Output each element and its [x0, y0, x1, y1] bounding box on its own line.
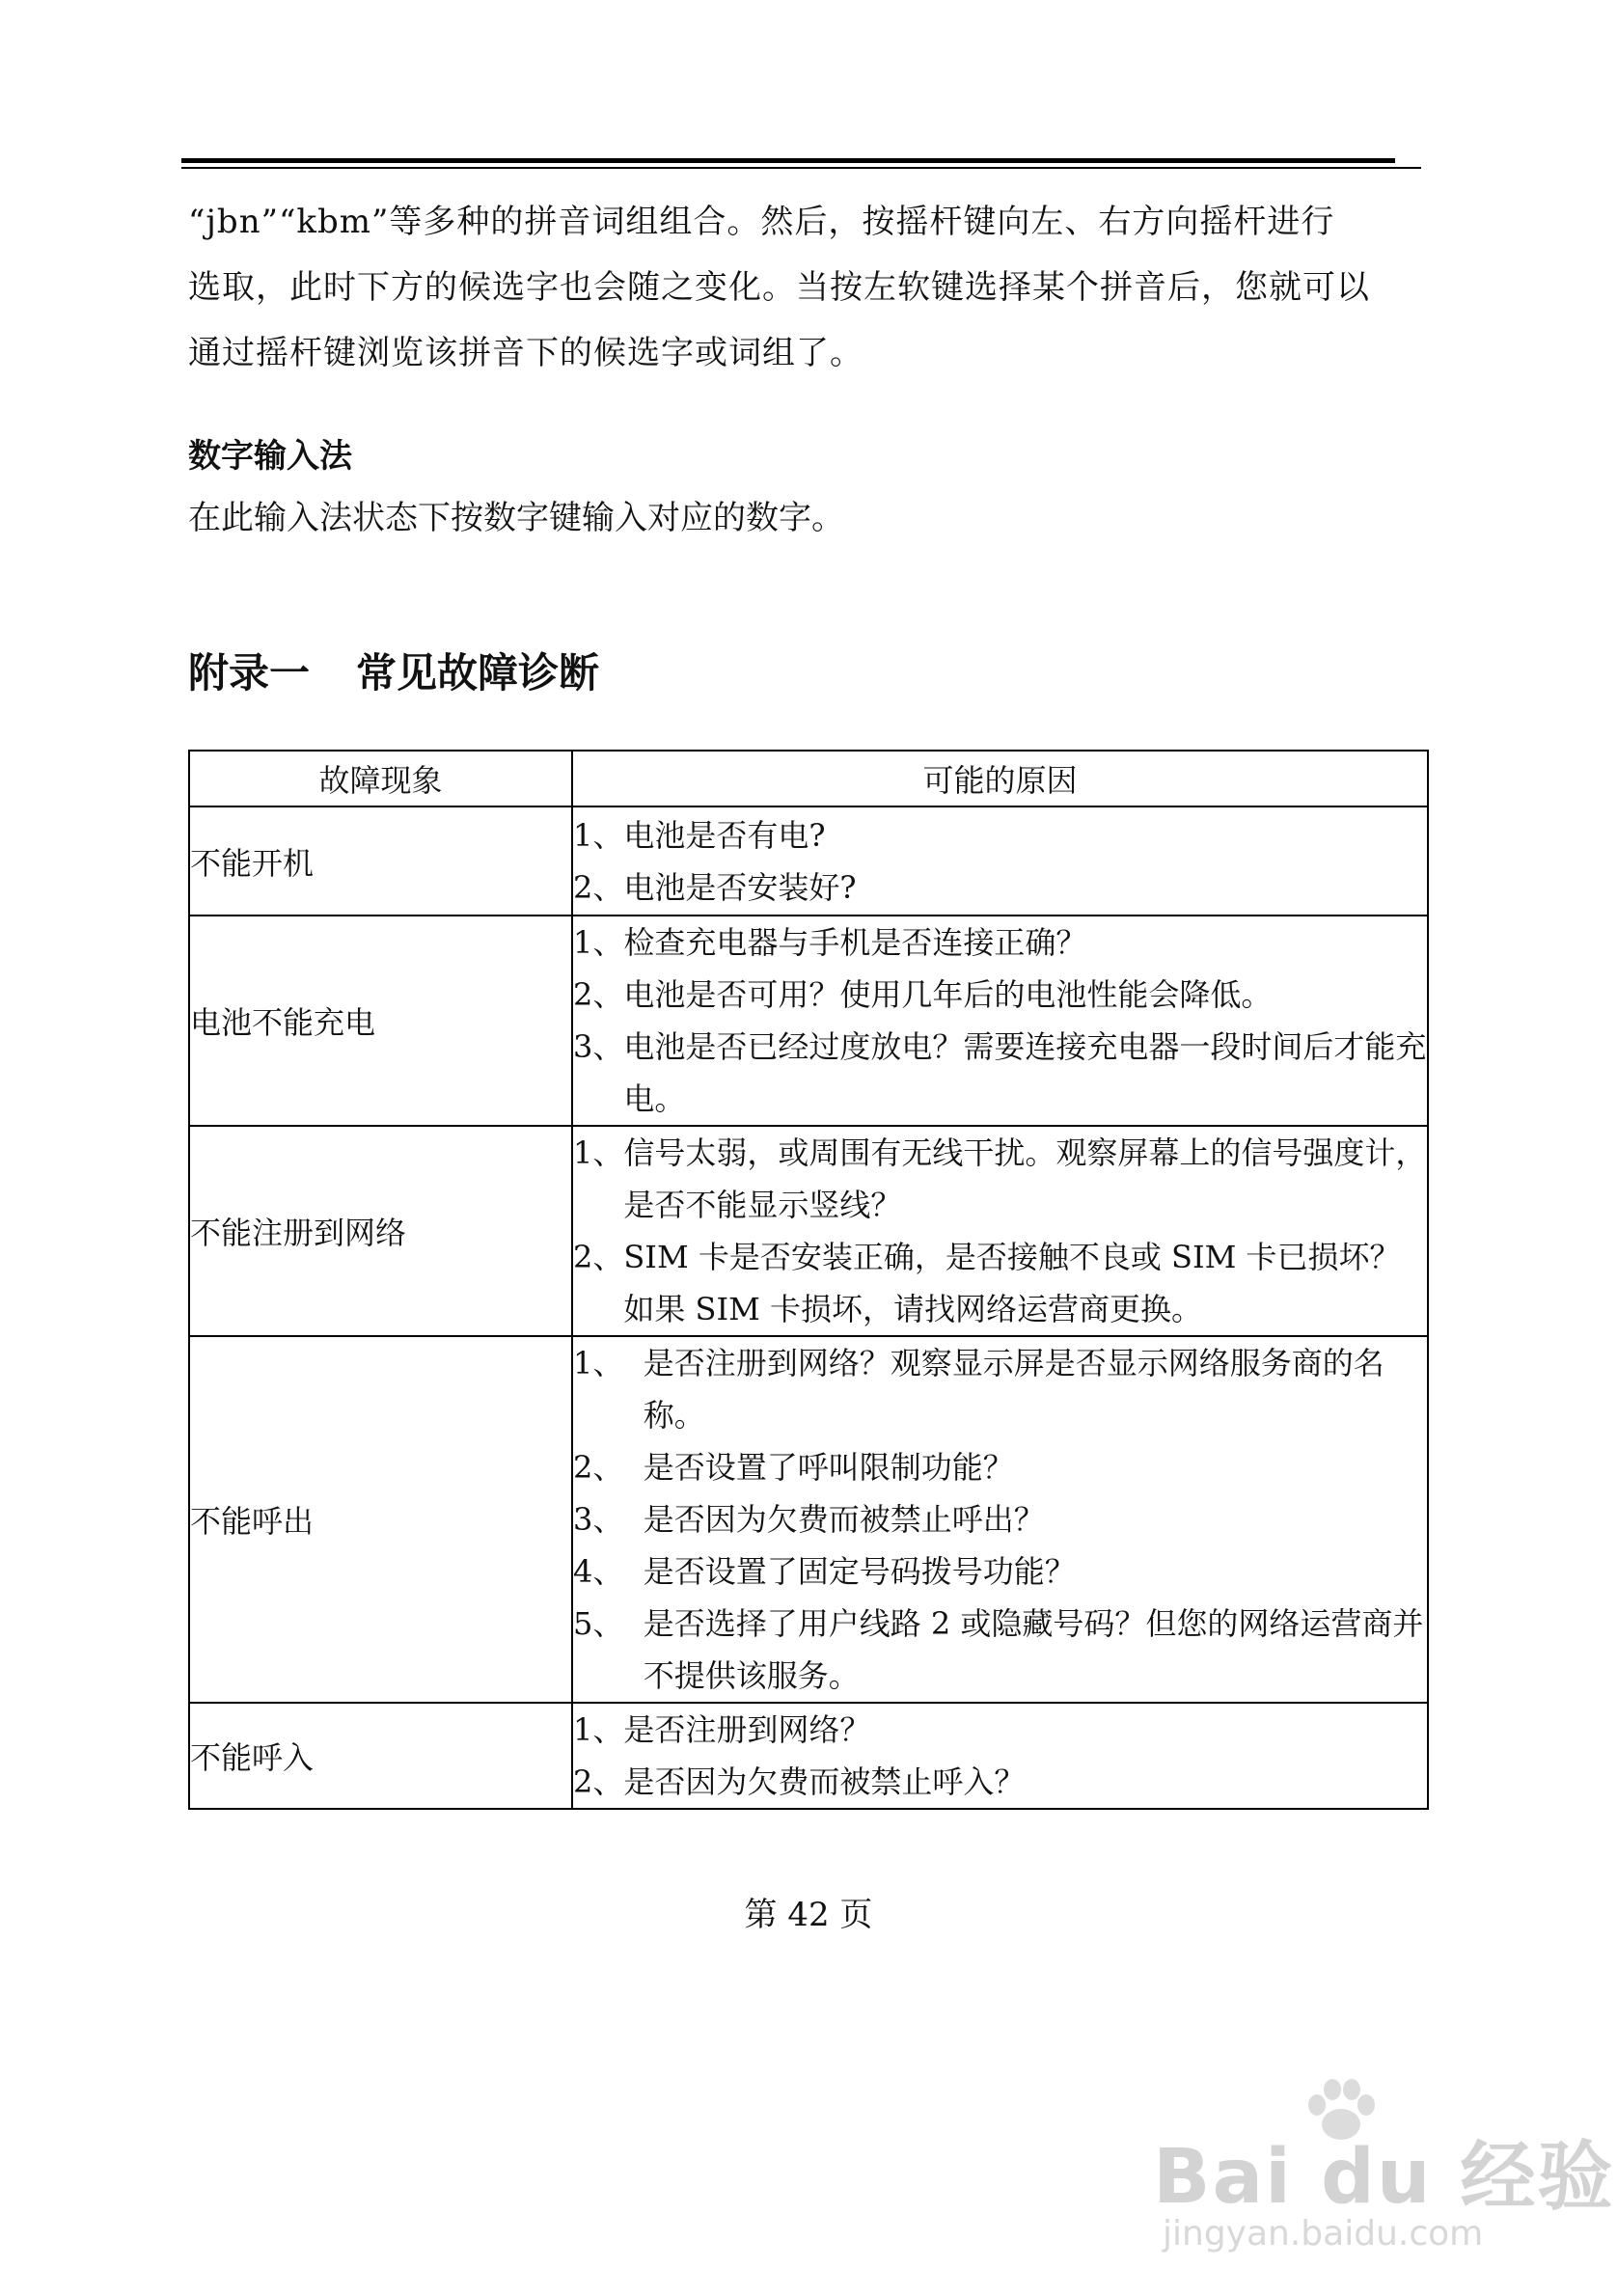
table-row: [189, 1703, 1428, 1809]
appendix-label: 附录一: [188, 649, 311, 697]
cause-number: 2、: [573, 1763, 624, 1800]
cause-item: [573, 1545, 1427, 1598]
baidu-jingyan-watermark: [1153, 2074, 1615, 2267]
cause-item: [573, 809, 1427, 861]
intro-line: “jbn”“kbm”等多种的拼音词组组合。然后，按摇杆键向左、右方向摇杆进行: [188, 203, 1335, 241]
symptom-cell: 不能注册到网络: [189, 1126, 572, 1336]
cause-item: [573, 1231, 1427, 1335]
cause-number: 1、: [573, 1134, 624, 1171]
cause-text: 电池是否已经过度放电？需要连接充电器一段时间后才能充电。: [623, 1028, 1427, 1117]
cause-item: [573, 1021, 1427, 1125]
header-symptom: 故障现象: [189, 751, 572, 806]
cause-number: 1、: [573, 924, 624, 961]
cause-text: 是否选择了用户线路 2 或隐藏号码？但您的网络运营商并不提供该服务。: [643, 1605, 1424, 1694]
numeric-input-text: 在此输入法状态下按数字键输入对应的数字。: [188, 499, 844, 537]
cause-number: 2、: [573, 1239, 624, 1275]
cause-number: 4、: [573, 1553, 644, 1590]
cause-number: 1、: [573, 1345, 644, 1381]
header-causes: 可能的原因: [572, 751, 1428, 806]
cause-text: 是否注册到网络？观察显示屏是否显示网络服务商的名称。: [643, 1345, 1384, 1434]
intro-paragraph: [188, 189, 1433, 386]
cause-number: 1、: [573, 1711, 624, 1748]
watermark-url: jingyan.baidu.com: [1163, 2214, 1484, 2254]
cause-text: 是否注册到网络？: [623, 1711, 871, 1748]
cause-item: [573, 1704, 1427, 1756]
cause-text: 电池是否安装好?: [623, 868, 857, 906]
causes-cell: [572, 916, 1428, 1126]
symptom-cell: 不能呼出: [189, 1336, 572, 1703]
appendix-heading: [188, 644, 599, 702]
table-row: [189, 916, 1428, 1126]
cause-item: [573, 969, 1427, 1021]
intro-line: 通过摇杆键浏览该拼音下的候选字或词组了。: [188, 334, 863, 372]
cause-text: 检查充电器与手机是否连接正确？: [623, 924, 1087, 961]
cause-number: 2、: [573, 1449, 644, 1486]
cause-text: 是否设置了呼叫限制功能？: [643, 1449, 1014, 1486]
cause-item: [573, 1441, 1427, 1493]
table-row: [189, 806, 1428, 916]
cause-item: [573, 1756, 1427, 1808]
causes-cell: [572, 806, 1428, 916]
page-number: 第 42 页: [744, 1896, 873, 1934]
intro-line: 选取，此时下方的候选字也会随之变化。当按左软键选择某个拼音后，您就可以: [188, 268, 1370, 307]
table-header-row: [189, 751, 1428, 806]
cause-text: 电池是否可用？使用几年后的电池性能会降低。: [623, 976, 1273, 1013]
watermark-brand: Bai du 经验: [1153, 2134, 1615, 2221]
cause-item: [573, 1493, 1427, 1545]
cause-text: SIM 卡是否安装正确，是否接触不良或 SIM 卡已损坏？如果 SIM 卡损坏，请找网络运营商更换。: [623, 1239, 1401, 1327]
causes-cell: [572, 1126, 1428, 1336]
cause-item: [573, 861, 1427, 914]
cause-item: [573, 1598, 1427, 1702]
header-rule-thin: [181, 167, 1421, 169]
cause-text: 是否因为欠费而被禁止呼入？: [623, 1763, 1026, 1800]
cause-number: 5、: [573, 1605, 644, 1642]
numeric-input-heading: 数字输入法: [188, 437, 352, 476]
cause-item: [573, 1127, 1427, 1231]
cause-text: 信号太弱，或周围有无线干扰。观察屏幕上的信号强度计，是否不能显示竖线？: [623, 1134, 1427, 1223]
symptom-cell: 电池不能充电: [189, 916, 572, 1126]
appendix-title: 常见故障诊断: [356, 649, 600, 697]
cause-text: 是否设置了固定号码拨号功能？: [643, 1553, 1076, 1590]
cause-item: [573, 1337, 1427, 1441]
symptom-cell: 不能开机: [189, 806, 572, 916]
cause-number: 2、: [573, 976, 624, 1013]
table-body: [189, 806, 1428, 1809]
table-row: [189, 1126, 1428, 1336]
header-rule-thick: [181, 158, 1395, 163]
cause-text: 电池是否有电?: [623, 816, 826, 854]
fault-diagnosis-table: [188, 750, 1429, 1810]
cause-number: 3、: [573, 1501, 644, 1538]
cause-number: 1、: [573, 816, 624, 854]
cause-number: 3、: [573, 1028, 624, 1065]
cause-number: 2、: [573, 868, 624, 906]
causes-cell: [572, 1703, 1428, 1809]
cause-text: 是否因为欠费而被禁止呼出？: [643, 1501, 1045, 1538]
cause-item: [573, 916, 1427, 969]
table-row: [189, 1336, 1428, 1703]
causes-cell: [572, 1336, 1428, 1703]
symptom-cell: 不能呼入: [189, 1703, 572, 1809]
